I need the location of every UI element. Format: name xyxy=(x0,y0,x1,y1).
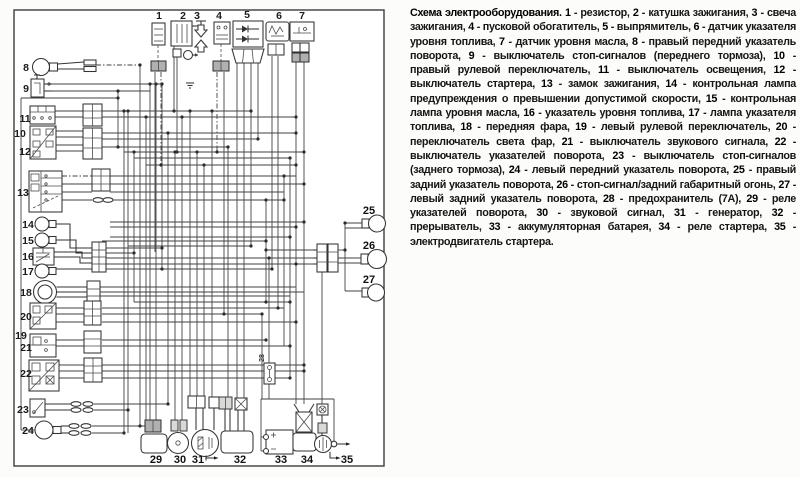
horn-symbol xyxy=(168,420,189,454)
label-component-32: 32 xyxy=(233,454,247,466)
fuse-symbol xyxy=(264,363,275,384)
label-component-25: 25 xyxy=(362,205,376,217)
battery-symbol xyxy=(264,430,294,454)
left-handlebar-switch-symbol xyxy=(29,303,59,391)
rear-harness-connector xyxy=(313,244,338,272)
right-handlebar-switch-symbol xyxy=(30,106,56,159)
label-component-23: 23 xyxy=(17,404,29,416)
label-component-2: 2 xyxy=(180,10,186,22)
label-component-28: 28 xyxy=(259,354,266,362)
label-component-17: 17 xyxy=(22,266,34,278)
label-component-18: 18 xyxy=(20,287,32,299)
label-component-33: 33 xyxy=(274,454,288,466)
label-component-31: 31 xyxy=(191,454,205,466)
label-component-12: 12 xyxy=(19,146,31,158)
instrument-connector xyxy=(92,242,106,272)
label-component-35: 35 xyxy=(340,454,354,466)
label-component-8: 8 xyxy=(23,62,29,74)
label-component-4: 4 xyxy=(216,10,222,22)
ignition-switch-symbol xyxy=(29,171,62,212)
label-component-34: 34 xyxy=(300,454,314,466)
label-component-6: 6 xyxy=(276,10,282,22)
label-component-27: 27 xyxy=(362,274,376,286)
label-component-1: 1 xyxy=(156,10,162,22)
label-component-26: 26 xyxy=(362,240,376,252)
right-switch-connector xyxy=(83,104,102,159)
label-component-10: 10 xyxy=(14,128,26,140)
label-component-19: 19 xyxy=(15,330,27,342)
legend xyxy=(410,6,796,249)
left-switch-connector xyxy=(84,301,102,382)
label-component-15: 15 xyxy=(22,235,34,247)
label-component-29: 29 xyxy=(149,454,163,466)
label-component-7: 7 xyxy=(299,10,305,22)
label-component-5: 5 xyxy=(244,9,250,21)
label-component-16: 16 xyxy=(22,251,34,263)
label-component-14: 14 xyxy=(22,219,34,231)
label-component-13: 13 xyxy=(17,187,29,199)
label-component-21: 21 xyxy=(20,342,32,354)
label-component-22: 22 xyxy=(20,368,32,380)
label-component-24: 24 xyxy=(22,425,34,437)
label-component-3: 3 xyxy=(194,10,200,22)
label-component-11: 11 xyxy=(19,113,31,125)
rectifier-symbol xyxy=(232,21,264,63)
label-component-30: 30 xyxy=(173,454,187,466)
legend-text: Схема электрооборудования. 1 - резистор, 2 - катушка зажигания, 3 - свеча зажигания, 4 - пусковой обогатитель, 5 - выпрямитель, 6 - датчик указателя уровня топлива, 7 - датчик уровня масла, 8 - правый передний указатель поворота, 9 - выключатель стоп-сигналов (переднего тормоза), 10 - правый рулевой переключатель, 11 - выключатель освещения, 12 - выключатель стартера, 13 - замок зажигания, 14 - контрольная лампа предупреждения о превышении допустимой скорости, 15 - контрольная лампа уровня масла, 16 - указатель уровня топлива, 17 - лампа указателя топлива, 18 - передняя фара, 19 - левый рулевой переключатель, 20 - переключатель света фар, 21 - выключатель звукового сигнала, 22 - выключатель указателей поворота, 23 - выключатель стоп-сигналов (заднего тормоза), 24 - левый передний указатель поворота, 25 - правый задний указатель поворота, 26 - стоп-сигнал/задний габаритный огонь, 27 - левый задний указатель поворота, 28 - предохранитель (7А), 29 - реле указателей поворота, 30 - звуковой сигнал, 31 - генератор, 32 - прерыватель, 33 - аккумуляторная батарея, 34 - реле стартера, 35 - электродвигатель стартера. xyxy=(410,7,797,248)
label-component-20: 20 xyxy=(20,311,32,323)
label-component-9: 9 xyxy=(23,83,29,95)
